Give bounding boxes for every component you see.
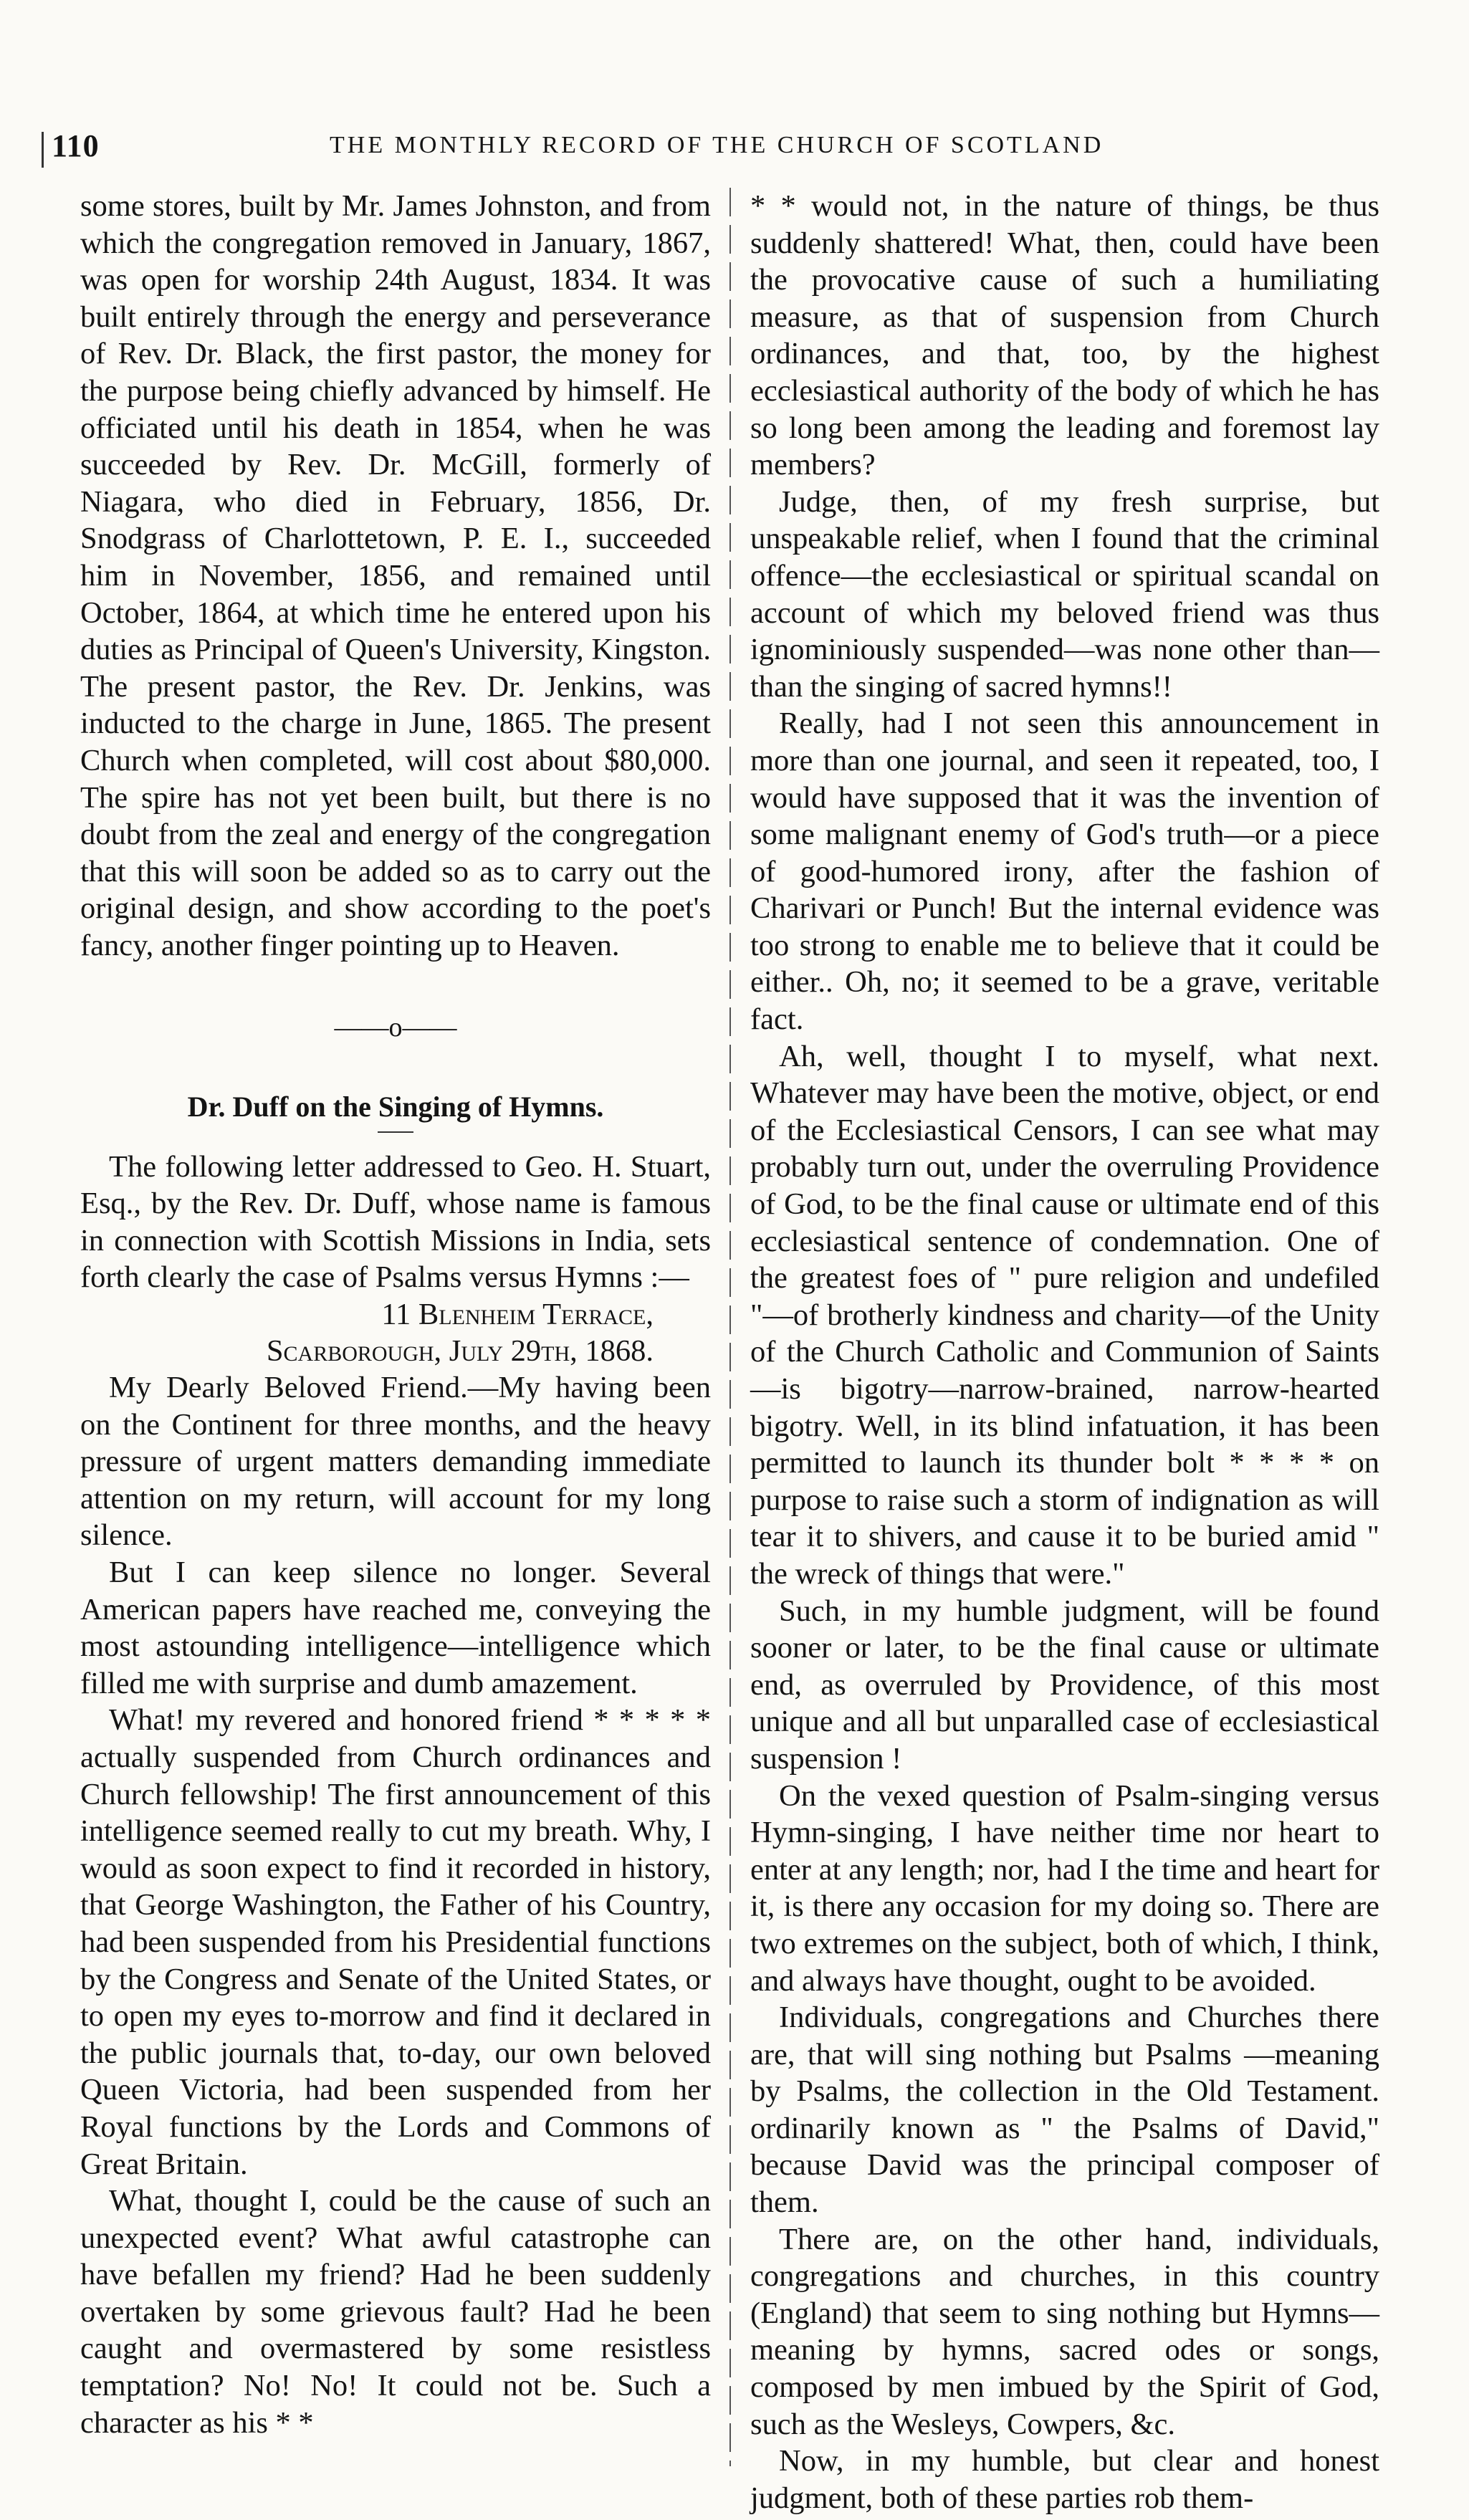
paragraph: What! my revered and honored friend * * * * * actually suspended from Church ordinances and Church fellowship! The first announcement of this intelligence seemed really to cut my breath. Why, I would as soon expect to find it recorded in history, that George Washington, the Father of his Country, had been suspended from his Presidential functions by the Congress and Senate of the United States, or to open my eyes to-morrow and find it declared in the public journals that, to-day, our own beloved Queen Victoria, had been suspended from her Royal functions by the Lords and Commons of Great Britain.: [80, 1703, 711, 2181]
paragraph: Judge, then, of my fresh surprise, but unspeakable relief, when I found that the criminal offence—the ecclesiastical or spiritual scandal on account of which my beloved friend was thus ignominiously suspended—was none other than—than the singing of sacred hymns!!: [750, 484, 1379, 704]
page-number: 110: [52, 128, 100, 163]
article-heading: Dr. Duff on the Singing of Hymns.: [187, 1091, 604, 1124]
heading-rule: [378, 1131, 413, 1133]
paragraph: Ah, well, thought I to myself, what next. Whatever may have been the motive, object, or end of the Ecclesiastical Censors, I can see what may probably turn out, under the overruling Providence of God, to be the final cause or ultimate end of this ecclesiastical sentence of condemnation. One of the greatest foes of " pure religion and undefiled "—of brotherly kindness and charity—of the Unity of the Church Catholic and Communion of Saints—is bigotry—narrow-brained, narrow-hearted bigotry. Well, in its blind infatuation, it has been permitted to launch its thunder bolt * * * * on purpose to raise such a storm of indignation as will tear it to shivers, and cause it to be buried amid " the wreck of things that were.": [750, 1039, 1379, 1591]
paragraph: Really, had I not seen this announcement in more than one journal, and seen it repeated, too, I would have supposed that it was the invention of some malignant enemy of God's truth—or a piece of good-humored irony, after the fashion of Charivari or Punch! But the internal evidence was too strong to enable me to believe that it could be either.. Oh, no; it seemed to be a grave, veritable fact.: [750, 706, 1379, 1037]
column-divider: [729, 188, 731, 2466]
running-title: THE MONTHLY RECORD OF THE CHURCH OF SCOTLAND: [330, 132, 1104, 158]
left-column: [80, 188, 711, 2441]
paragraph: But I can keep silence no longer. Several American papers have reached me, conveying the most astounding intelligence—intelligence which filled me with surprise and dumb amazement.: [80, 1556, 711, 1700]
address-line: Scarborough, July 29th, 1868.: [266, 1334, 654, 1369]
paragraph: Now, in my humble, but clear and honest judgment, both of these parties rob them-: [750, 2444, 1379, 2515]
letter-salutation-paragraph: My Dearly Beloved Friend.—My having been on the Continent for three months, and the heavy pressure of urgent matters demanding immediate attention on my return, will account for my long silence.: [80, 1371, 711, 1553]
address-line: 11 Blenheim Terrace,: [381, 1298, 654, 1332]
paragraph: What, thought I, could be the cause of such an unexpected event? What awful catastrophe can have befallen my friend? Had he been suddenly overtaken by some grievous fault? Had he been caught and overmastered by some resistless temptation? No! No! It could not be. Such a character as his * *: [80, 2184, 711, 2440]
letter-address: [80, 1296, 711, 1369]
paragraph: some stores, built by Mr. James Johnston, and from which the congregation removed in January, 1867, was open for worship 24th August, 1834. It was built entirely through the energy and perseverance of Rev. Dr. Black, the first pastor, the money for the purpose being chiefly advanced by himself. He officiated until his death in 1854, when he was succeeded by Rev. Dr. McGill, formerly of Niagara, who died in February, 1856, Dr. Snodgrass of Charlottetown, P. E. I., succeeded him in November, 1856, and remained until October, 1864, at which time he entered upon his duties as Principal of Queen's University, Kingston. The present pastor, the Rev. Dr. Jenkins, was inducted to the charge in June, 1865. The present Church when completed, will cost about $80,000. The spire has not yet been built, but there is no doubt from the zeal and energy of the congregation that this will soon be added so as to carry out the original design, and show according to the poet's fancy, another finger pointing up to Heaven.: [80, 189, 711, 962]
paragraph: There are, on the other hand, individuals, congregations and churches, in this country (England) that seem to sing nothing but Hymns—meaning by hymns, sacred odes or songs, composed by men imbued by the Spirit of God, such as the Wesleys, Cowpers, &c.: [750, 2222, 1379, 2441]
paragraph: * * would not, in the nature of things, be thus suddenly shattered! What, then, could have been the provocative cause of such a humiliating measure, as that of suspension from Church ordinances, and that, too, by the highest ecclesiastical authority of the body of which he has so long been among the leading and foremost lay members?: [750, 189, 1379, 482]
paragraph: Such, in my humble judgment, will be found sooner or later, to be the final cause or ultimate end, as overruled by Providence, of this most unique and all but unparalled case of ecclesiastical suspension !: [750, 1594, 1379, 1776]
section-separator: ——o——: [334, 1012, 457, 1043]
page-header: [52, 128, 1413, 171]
article-intro: The following letter addressed to Geo. H. Stuart, Esq., by the Rev. Dr. Duff, whose name is famous in connection with Scottish Missions in India, sets forth clearly the case of Psalms versus Hymns :—: [80, 1149, 711, 1295]
paragraph: Individuals, congregations and Churches there are, that will sing nothing but Psalms —meaning by Psalms, the collection in the Old Testament. ordinarily known as " the Psalms of David," because David was the principal composer of them.: [750, 2001, 1379, 2220]
margin-mark: [42, 132, 44, 168]
paragraph: On the vexed question of Psalm-singing versus Hymn-singing, I have neither time nor heart to enter at any length; nor, had I the time and heart for it, is there any occasion for my doing so. There are two extremes on the subject, both of which, I think, and always have thought, ought to be avoided.: [750, 1778, 1379, 1998]
right-column: [750, 188, 1379, 2516]
